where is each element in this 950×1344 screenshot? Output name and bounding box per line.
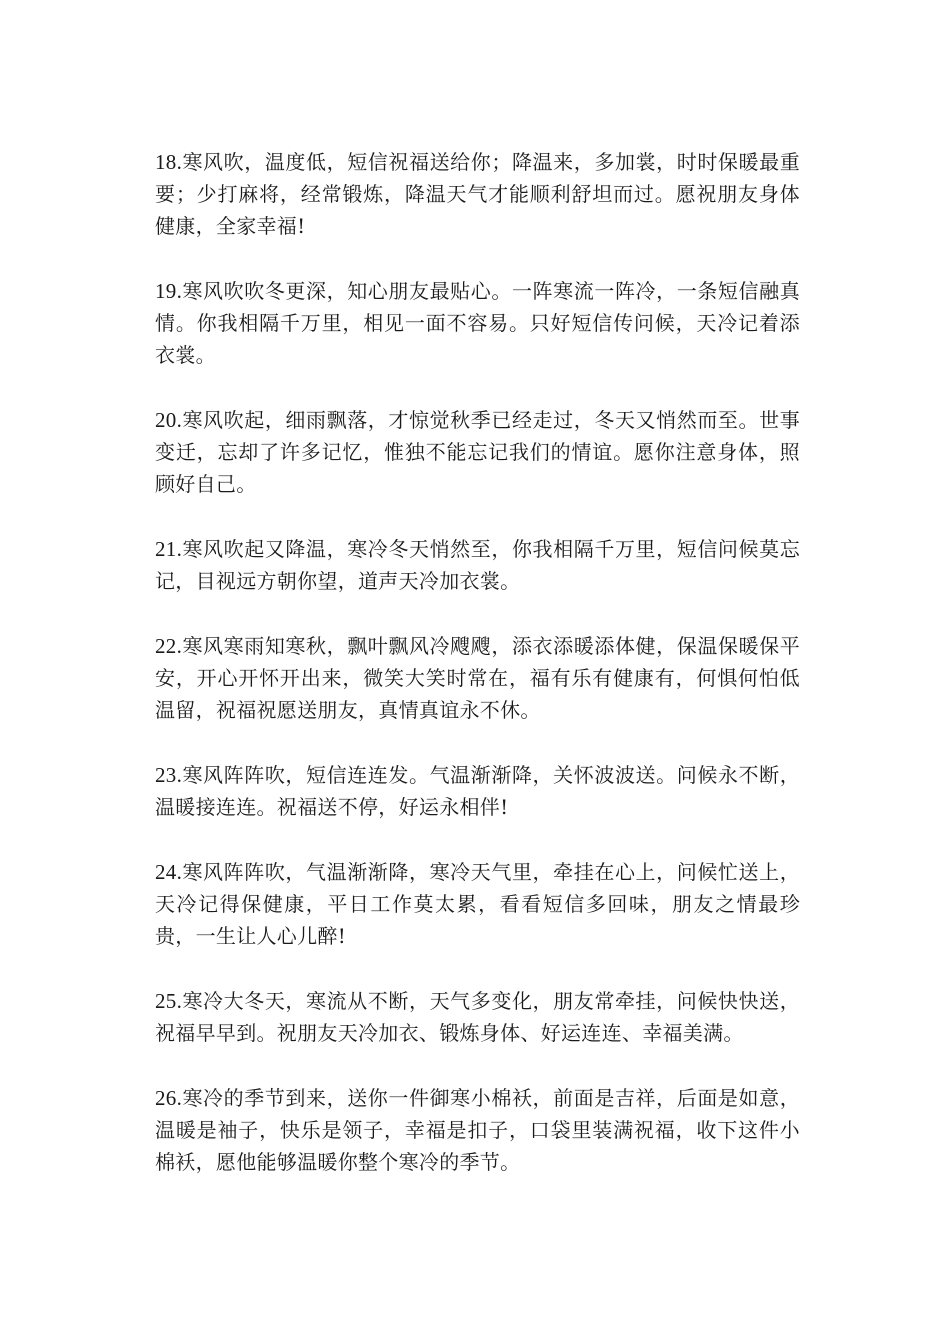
list-item — [155, 275, 800, 371]
item-text: 寒风吹起又降温，寒冷冬天悄然至，你我相隔千万里，短信问候莫忘记，目视远方朝你望，道声天冷加衣裳。 — [155, 537, 800, 593]
list-item — [155, 985, 800, 1049]
list-item — [155, 533, 800, 597]
item-number: 21. — [155, 537, 183, 561]
list-item — [155, 404, 800, 500]
item-number: 18. — [155, 150, 183, 174]
item-text: 寒冷大冬天，寒流从不断，天气多变化，朋友常牵挂，问候快快送，祝福早早到。祝朋友天冷加衣、锻炼身体、好运连连、幸福美满。 — [155, 989, 800, 1045]
item-text: 寒风吹吹冬更深，知心朋友最贴心。一阵寒流一阵冷，一条短信融真情。你我相隔千万里，相见一面不容易。只好短信传问候，天冷记着添衣裳。 — [155, 279, 800, 367]
item-number: 25. — [155, 989, 183, 1013]
item-number: 22. — [155, 634, 183, 658]
document-body — [155, 146, 800, 1211]
item-text: 寒风寒雨知寒秋，飘叶飘风冷飕飕，添衣添暖添体健，保温保暖保平安，开心开怀开出来，微笑大笑时常在，福有乐有健康有，何惧何怕低温留，祝福祝愿送朋友，真情真谊永不休。 — [155, 634, 800, 722]
item-text: 寒风阵阵吹，短信连连发。气温渐渐降，关怀波波送。问候永不断，温暖接连连。祝福送不停，好运永相伴! — [155, 763, 800, 819]
item-number: 23. — [155, 763, 183, 787]
item-number: 24. — [155, 860, 183, 884]
list-item — [155, 856, 800, 952]
item-text: 寒风吹，温度低，短信祝福送给你；降温来，多加裳，时时保暖最重要；少打麻将，经常锻炼，降温天气才能顺利舒坦而过。愿祝朋友身体健康，全家幸福! — [155, 150, 800, 238]
item-text: 寒风阵阵吹，气温渐渐降，寒冷天气里，牵挂在心上，问候忙送上，天冷记得保健康，平日工作莫太累，看看短信多回味，朋友之情最珍贵，一生让人心儿醉! — [155, 860, 800, 948]
item-text: 寒风吹起，细雨飘落，才惊觉秋季已经走过，冬天又悄然而至。世事变迁，忘却了许多记忆，惟独不能忘记我们的情谊。愿你注意身体，照顾好自己。 — [155, 408, 800, 496]
list-item — [155, 630, 800, 726]
list-item — [155, 146, 800, 242]
item-text: 寒冷的季节到来，送你一件御寒小棉袄，前面是吉祥，后面是如意，温暖是袖子，快乐是领子，幸福是扣子，口袋里装满祝福，收下这件小棉袄，愿他能够温暖你整个寒冷的季节。 — [155, 1086, 800, 1174]
list-item — [155, 759, 800, 823]
item-number: 19. — [155, 279, 183, 303]
item-number: 26. — [155, 1086, 183, 1110]
list-item — [155, 1082, 800, 1178]
item-number: 20. — [155, 408, 183, 432]
